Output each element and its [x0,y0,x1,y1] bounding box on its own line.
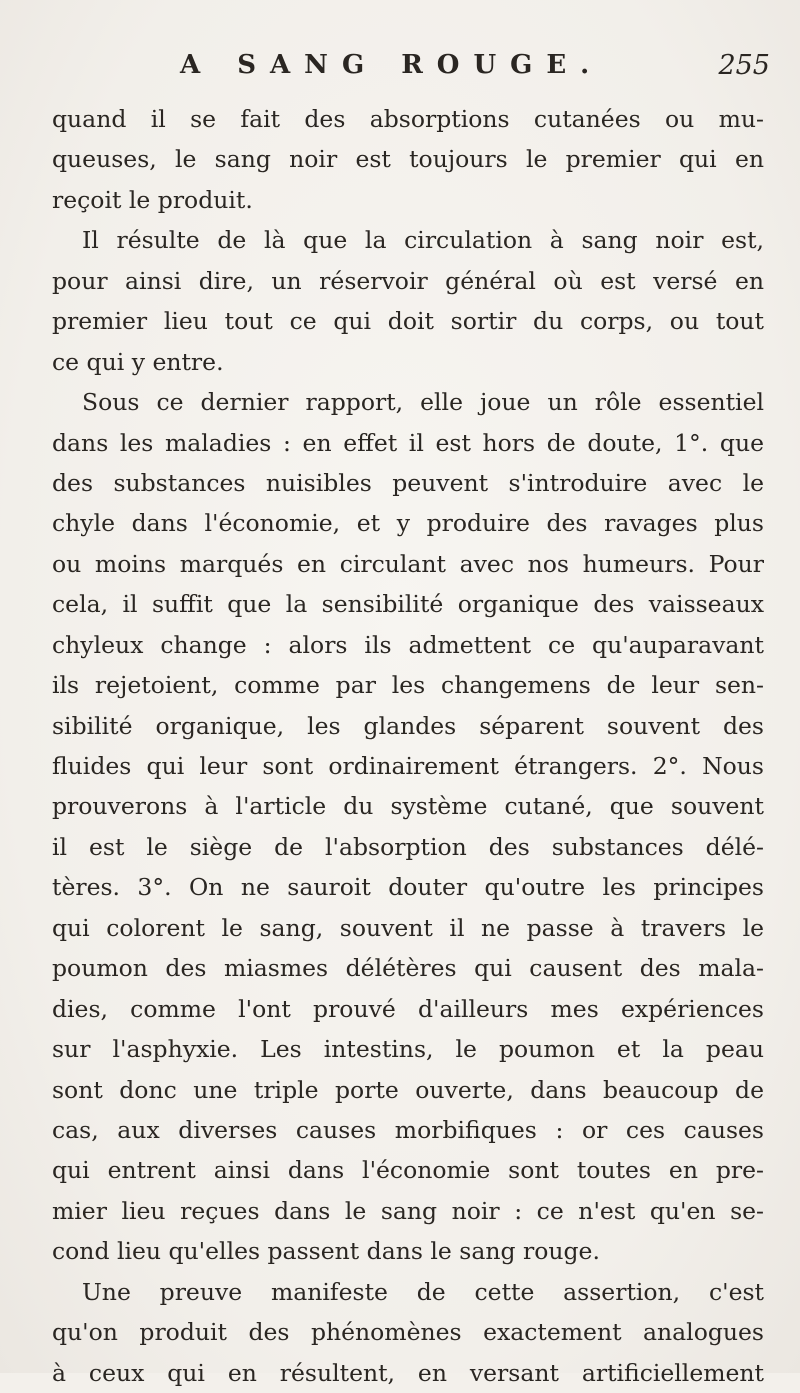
text-line: cela, il suffit que la sensibilité organique des vaisseaux [52,590,764,619]
text-line: il est le siège de l'absorption des substances délé- [52,832,764,861]
text-line: dies, comme l'ont prouvé d'ailleurs mes expériences [52,994,764,1023]
text-line: qu'on produit des phénomènes exactement analogues [52,1318,764,1347]
text-line: queuses, le sang noir est toujours le premier qui en [52,145,764,174]
text-line: Il résulte de là que la circulation à sang noir est, [82,226,764,255]
text-line: ce qui y entre. [52,347,224,376]
page-number: 255 [718,50,770,81]
running-head [180,50,770,90]
text-line: sur l'asphyxie. Les intestins, le poumon et la peau [52,1035,764,1064]
text-line: cond lieu qu'elles passent dans le sang rouge. [52,1237,600,1266]
text-line: dans les maladies : en effet il est hors de doute, 1°. que [52,428,764,457]
text-line: poumon des miasmes délétères qui causent des mala- [52,954,764,983]
running-head-title: A SANG ROUGE. [180,50,604,80]
text-line: qui entrent ainsi dans l'économie sont toutes en pre- [52,1156,764,1185]
text-line: chyleux change : alors ils admettent ce qu'auparavant [52,630,764,659]
text-line: des substances nuisibles peuvent s'introduire avec le [52,468,764,497]
text-line: Sous ce dernier rapport, elle joue un rôle essentiel [82,388,764,417]
body-text [52,99,764,1393]
text-line: ou moins marqués en circulant avec nos humeurs. Pour [52,549,764,578]
text-line: pour ainsi dire, un réservoir général où est versé en [52,266,764,295]
text-line: tères. 3°. On ne sauroit douter qu'outre les principes [52,873,764,902]
text-line: chyle dans l'économie, et y produire des ravages plus [52,509,764,538]
text-line: mier lieu reçues dans le sang noir : ce n'est qu'en se- [52,1196,764,1225]
text-line: quand il se fait des absorptions cutanées ou mu- [52,105,764,133]
text-line: cas, aux diverses causes morbifiques : or ces causes [52,1115,764,1144]
text-line: premier lieu tout ce qui doit sortir du corps, ou tout [52,307,764,336]
text-line: ils rejetoient, comme par les changemens de leur sen- [52,671,764,700]
text-line: reçoit le produit. [52,185,253,214]
text-line: sibilité organique, les glandes séparent souvent des [52,711,764,740]
text-line: Une preuve manifeste de cette assertion, c'est [82,1277,764,1306]
text-line: fluides qui leur sont ordinairement étrangers. 2°. Nous [52,752,764,780]
text-line: à ceux qui en résultent, en versant artificiellement [52,1358,764,1387]
text-line: prouverons à l'article du système cutané, que souvent [52,792,764,821]
text-line: sont donc une triple porte ouverte, dans beaucoup de [52,1075,764,1104]
text-line: qui colorent le sang, souvent il ne passe à travers le [52,913,764,942]
